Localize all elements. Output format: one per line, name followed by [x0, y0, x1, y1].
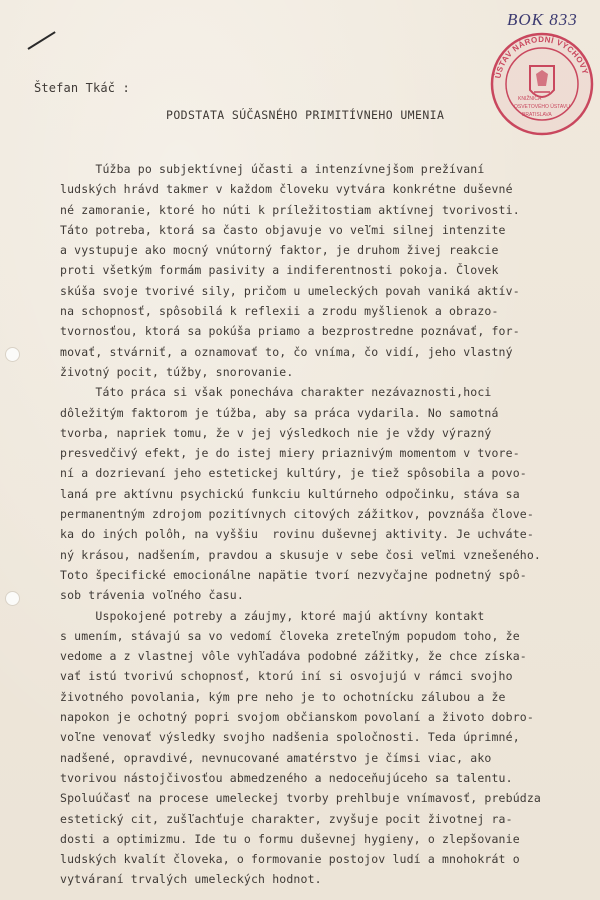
text-line: dosti a optimizmu. Ide tu o formu duševnej hygieny, o zlepšovanie [60, 831, 520, 846]
text-line: Uspokojené potreby a záujmy, ktoré majú aktívny kontakt [60, 608, 485, 623]
punch-hole [5, 591, 20, 606]
text-line: tvorba, napriek tomu, že v jej výsledkoch nie je vždy výrazný [60, 425, 492, 440]
text-line: ní a dozrievaní jeho estetickej kultúry, je tiež spôsobila a povo- [60, 466, 527, 481]
text-line: Toto špecifické emocionálne napätie tvorí nezvyčajne podnetný spô- [60, 567, 527, 582]
text-line: movať, stvárniť, a oznamovať to, čo vníma, čo vidí, jeho vlastný [60, 344, 513, 359]
text-line: Táto práca si však ponecháva charakter nezávaznosti,hoci [60, 385, 492, 400]
text-line: proti všetkým formám pasivity a indiferentnosti pokoja. Človek [60, 263, 499, 278]
text-line: vytváraní trvalých umeleckých hodnot. [60, 872, 322, 887]
text-line: Táto potreba, ktorá sa často objavuje vo veľmi silnej intenzite [60, 222, 506, 237]
text-line: Túžba po subjektívnej účasti a intenzívnejšom prežívaní [60, 162, 485, 176]
stamp-line-3: OSVETOVÉHO ÚSTAVU [514, 104, 570, 110]
text-line: permanentným zdrojom pozitívnych citových zážitkov, povznáša člove- [60, 507, 534, 522]
text-line: skúša svoje tvorivé sily, pričom u umeleckých povah vaniká aktív- [60, 283, 520, 298]
punch-hole [5, 347, 20, 362]
text-line: ludských kvalít človeka, o formovanie postojov ludí a mnohokrát o [60, 852, 520, 867]
text-line: napokon je ochotný popri svojom občianskom povolaní a životo dobro- [60, 710, 534, 725]
text-line: presvedčivý efekt, je do istej miery priaznivým momentom v tvore- [60, 446, 520, 461]
text-line: ludských hrávd takmer v každom človeku vytvára konkrétne duševné [60, 182, 513, 197]
text-line: s umením, stávajú sa vo vedomí človeka zreteľným popudom toho, že [60, 628, 520, 643]
text-line: laná pre aktívnu psychickú funkciu kultúrneho odpočinku, stáva sa [60, 486, 520, 501]
catalog-number: BOK 833 [507, 10, 578, 29]
document-title: PODSTATA SÚČASNÉHO PRIMITÍVNEHO UMENIA [166, 108, 445, 122]
text-line: tvorivou nástojčivosťou abmedzeného a nedoceňujúceho sa talentu. [60, 770, 513, 785]
body-text [60, 159, 541, 890]
text-line: né zamoranie, ktoré ho núti k príležitostiam aktívnej tvorivosti. [60, 202, 520, 217]
text-line: životného povolania, kým pre neho je to ochotnícku zálubou a že [60, 689, 506, 704]
text-line: voľne venovať výsledky svojho nadšenia spoločnosti. Teda úprimné, [60, 730, 520, 745]
text-line: vedome a z vlastnej vôle vyhľadáva podobné zážitky, že chce získa- [60, 649, 527, 664]
text-line: Spoluúčasť na procese umeleckej tvorby prehlbuje vnímavosť, prebúdza [60, 791, 542, 806]
text-line: ný krásou, nadšením, pravdou a skusuje v sebe čosi veľmi vznešeného. [60, 547, 542, 562]
text-line: estetický cit, zušľachťuje charakter, zvyšuje pocit životnej ra- [60, 811, 513, 826]
text-line: nadšené, opravdivé, nevnucované amatérstvo je čímsi viac, ako [60, 750, 492, 765]
library-stamp-icon [488, 30, 596, 138]
stamp-line-4: BRATISLAVA [522, 112, 552, 118]
stamp-text: ÚSTAV NÁRODNÍ VÝCHOVY [493, 34, 590, 80]
pen-mark [27, 31, 55, 50]
text-line: dôležitým faktorom je túžba, aby sa práca vydarila. No samotná [60, 405, 499, 420]
author-line: Štefan Tkáč : [34, 81, 130, 95]
text-line: tvornosťou, ktorá sa pokúša priamo a bezprostredne poznávať, for- [60, 324, 520, 339]
text-line: životný pocit, túžby, snorovanie. [60, 364, 294, 379]
text-line: a vystupuje ako mocný vnútorný faktor, je druhom živej reakcie [60, 243, 499, 258]
stamp-line-2: KNIŽNICA [518, 96, 542, 102]
text-line: na schopnosť, spôsobilá k reflexii a zrodu myšlienok a obrazo- [60, 304, 499, 319]
text-line: sob trávenia voľného času. [60, 588, 244, 603]
text-line: vať istú tvorivú schopnosť, ktorú iní si osvojujú v rámci svojho [60, 669, 513, 684]
text-line: ka do iných polôh, na vyššiu rovinu duševnej aktivity. Je uchváte- [60, 527, 534, 542]
